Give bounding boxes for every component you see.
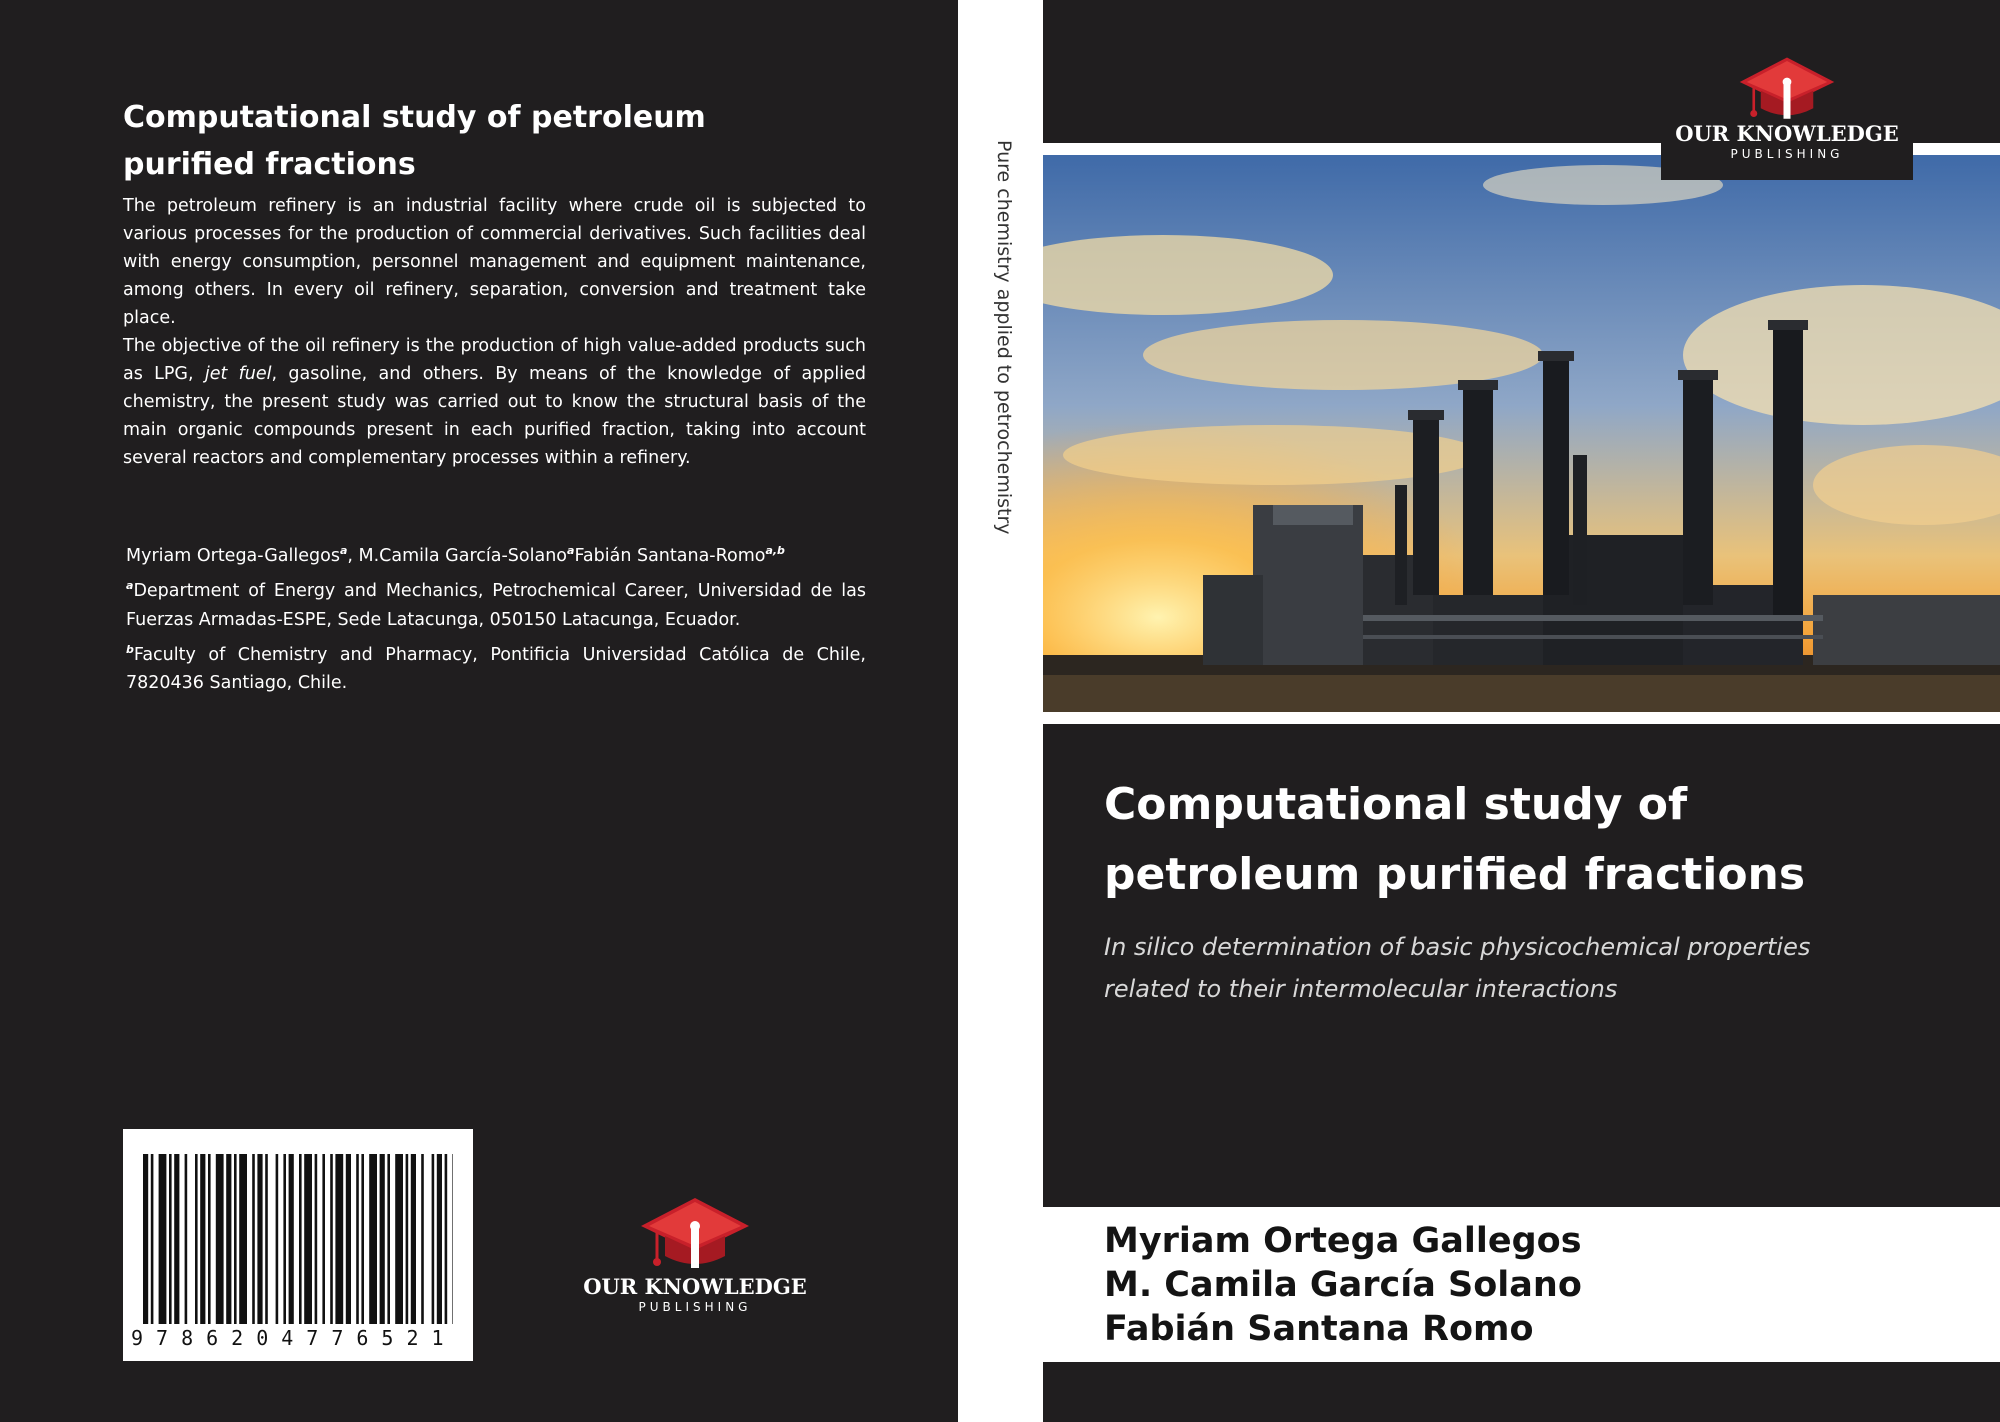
barcode-bar [299,1154,302,1324]
barcode-bar [143,1154,148,1324]
spine-title: Pure chemistry applied to petrochemistry [993,140,1015,535]
front-author-3: Fabián Santana Romo [1104,1309,1534,1349]
barcode-bar [208,1154,211,1324]
barcode-bar [185,1154,188,1324]
front-author-2: M. Camila García Solano [1104,1265,1582,1305]
barcode-bar [159,1154,167,1324]
affiliation-a-text: Department of Energy and Mechanics, Petrochemical Career, Universidad de las Fuerzas Armadas-ESPE, Sede Latacunga, 050150 Latacunga, Ecuador. [126,580,866,630]
barcode-bar [411,1154,416,1324]
publisher-name-back: OUR KNOWLEDGE [583,1274,807,1299]
back-author-2: , M.Camila García-Solano [347,545,567,566]
isbn-number: 9786204776521 [131,1326,457,1350]
barcode-bar [265,1154,268,1324]
barcode-bar [216,1154,224,1324]
publisher-sub-back: PUBLISHING [638,1300,752,1314]
barcode-bar [452,1154,453,1324]
subtitle-line-1: In silico determination of basic physicochemical properties [1104,933,1811,961]
barcode-bar [380,1154,385,1324]
barcode-bar [174,1154,179,1324]
barcode-bar [445,1154,448,1324]
barcode-bar [252,1154,255,1324]
barcode-bar [361,1154,364,1324]
barcode-bar [195,1154,198,1324]
back-author-1-sup: a [339,544,348,557]
front-bottom-band [1043,1362,2000,1422]
barcode-bar [169,1154,172,1324]
publisher-logo-back [575,1194,815,1314]
barcode-bar [330,1154,333,1324]
blurb-paragraph-2-part-1: The objective of the oil refinery is the production of high value-added products such as LPG, [123,336,866,384]
graduation-cap-icon [1727,54,1847,124]
barcode-bar [283,1154,286,1324]
refinery-photo [1043,155,2000,712]
blurb-jet-fuel: jet fuel [204,364,272,384]
barcode-bar [239,1154,247,1324]
back-author-3: Fabián Santana-Romo [574,545,766,566]
front-author-1: Myriam Ortega Gallegos [1104,1221,1582,1261]
back-title-line-1: Computational study of petroleum [123,100,706,135]
back-author-3-sup: a,b [765,544,785,557]
affiliation-a [126,571,866,635]
refinery-sunset-image [1043,155,2000,712]
barcode-bar [369,1154,377,1324]
blurb-paragraph-2-part-2: , gasoline, and others. By means of the knowledge of applied chemistry, the present study was carried out to know the structural basis of the main organic compounds present in each purified fraction, taking into account several reactors and complementary processes within a refinery. [123,364,866,468]
barcode-bar [421,1154,424,1324]
affiliation-a-sup: a [126,578,134,592]
back-cover-title [123,94,823,188]
barcode-bar [200,1154,205,1324]
barcode-bars [143,1154,453,1324]
barcode-bar [346,1154,351,1324]
barcode-bar [322,1154,325,1324]
back-author-line [126,536,866,571]
barcode-bar [406,1154,409,1324]
publisher-sub-front: PUBLISHING [1730,147,1844,161]
barcode-bar [151,1154,154,1324]
blurb-paragraph-1: The petroleum refinery is an industrial facility where crude oil is subjected to various processes for the production of commercial derivatives. Such facilities deal with energy consumption, personnel management and equipment maintenance, among others. In every oil refinery, separation, conversion and treatment take place. [123,196,866,328]
barcode-bar [395,1154,403,1324]
barcode-bar [387,1154,390,1324]
barcode-bar [276,1154,279,1324]
affiliation-b-sup: b [126,642,134,656]
publisher-logo-front [1661,121,1913,161]
barcode-bar [304,1154,312,1324]
barcode-bar [432,1154,435,1324]
subtitle-line-2: related to their intermolecular interactions [1104,975,1618,1003]
isbn-barcode [123,1129,473,1361]
publisher-name-front: OUR KNOWLEDGE [1675,121,1899,146]
back-title-line-2: purified fractions [123,147,416,182]
front-cover-subtitle [1104,926,1964,1010]
affiliation-b-text: Faculty of Chemistry and Pharmacy, Pontificia Universidad Católica de Chile, 7820436 Santiago, Chile. [126,644,866,694]
barcode-bar [315,1154,318,1324]
back-cover [0,0,958,1422]
affiliation-b [126,635,866,699]
barcode-bar [335,1154,343,1324]
barcode-bar [289,1154,294,1324]
front-authors [1104,1219,1964,1351]
graduation-cap-icon [635,1194,755,1274]
barcode-bar [234,1154,237,1324]
front-title-line-2: petroleum purified fractions [1104,849,1806,900]
barcode-bar [257,1154,262,1324]
barcode-bar [226,1154,231,1324]
back-cover-blurb [123,192,866,472]
back-authors-block [126,536,866,698]
front-cover-title [1104,770,1964,910]
barcode-bar [356,1154,359,1324]
back-author-2-sup: a [567,544,575,557]
front-title-line-1: Computational study of [1104,779,1688,830]
back-author-1: Myriam Ortega-Gallegos [126,545,340,566]
blurb-paragraph-2 [123,332,866,472]
barcode-bar [437,1154,442,1324]
